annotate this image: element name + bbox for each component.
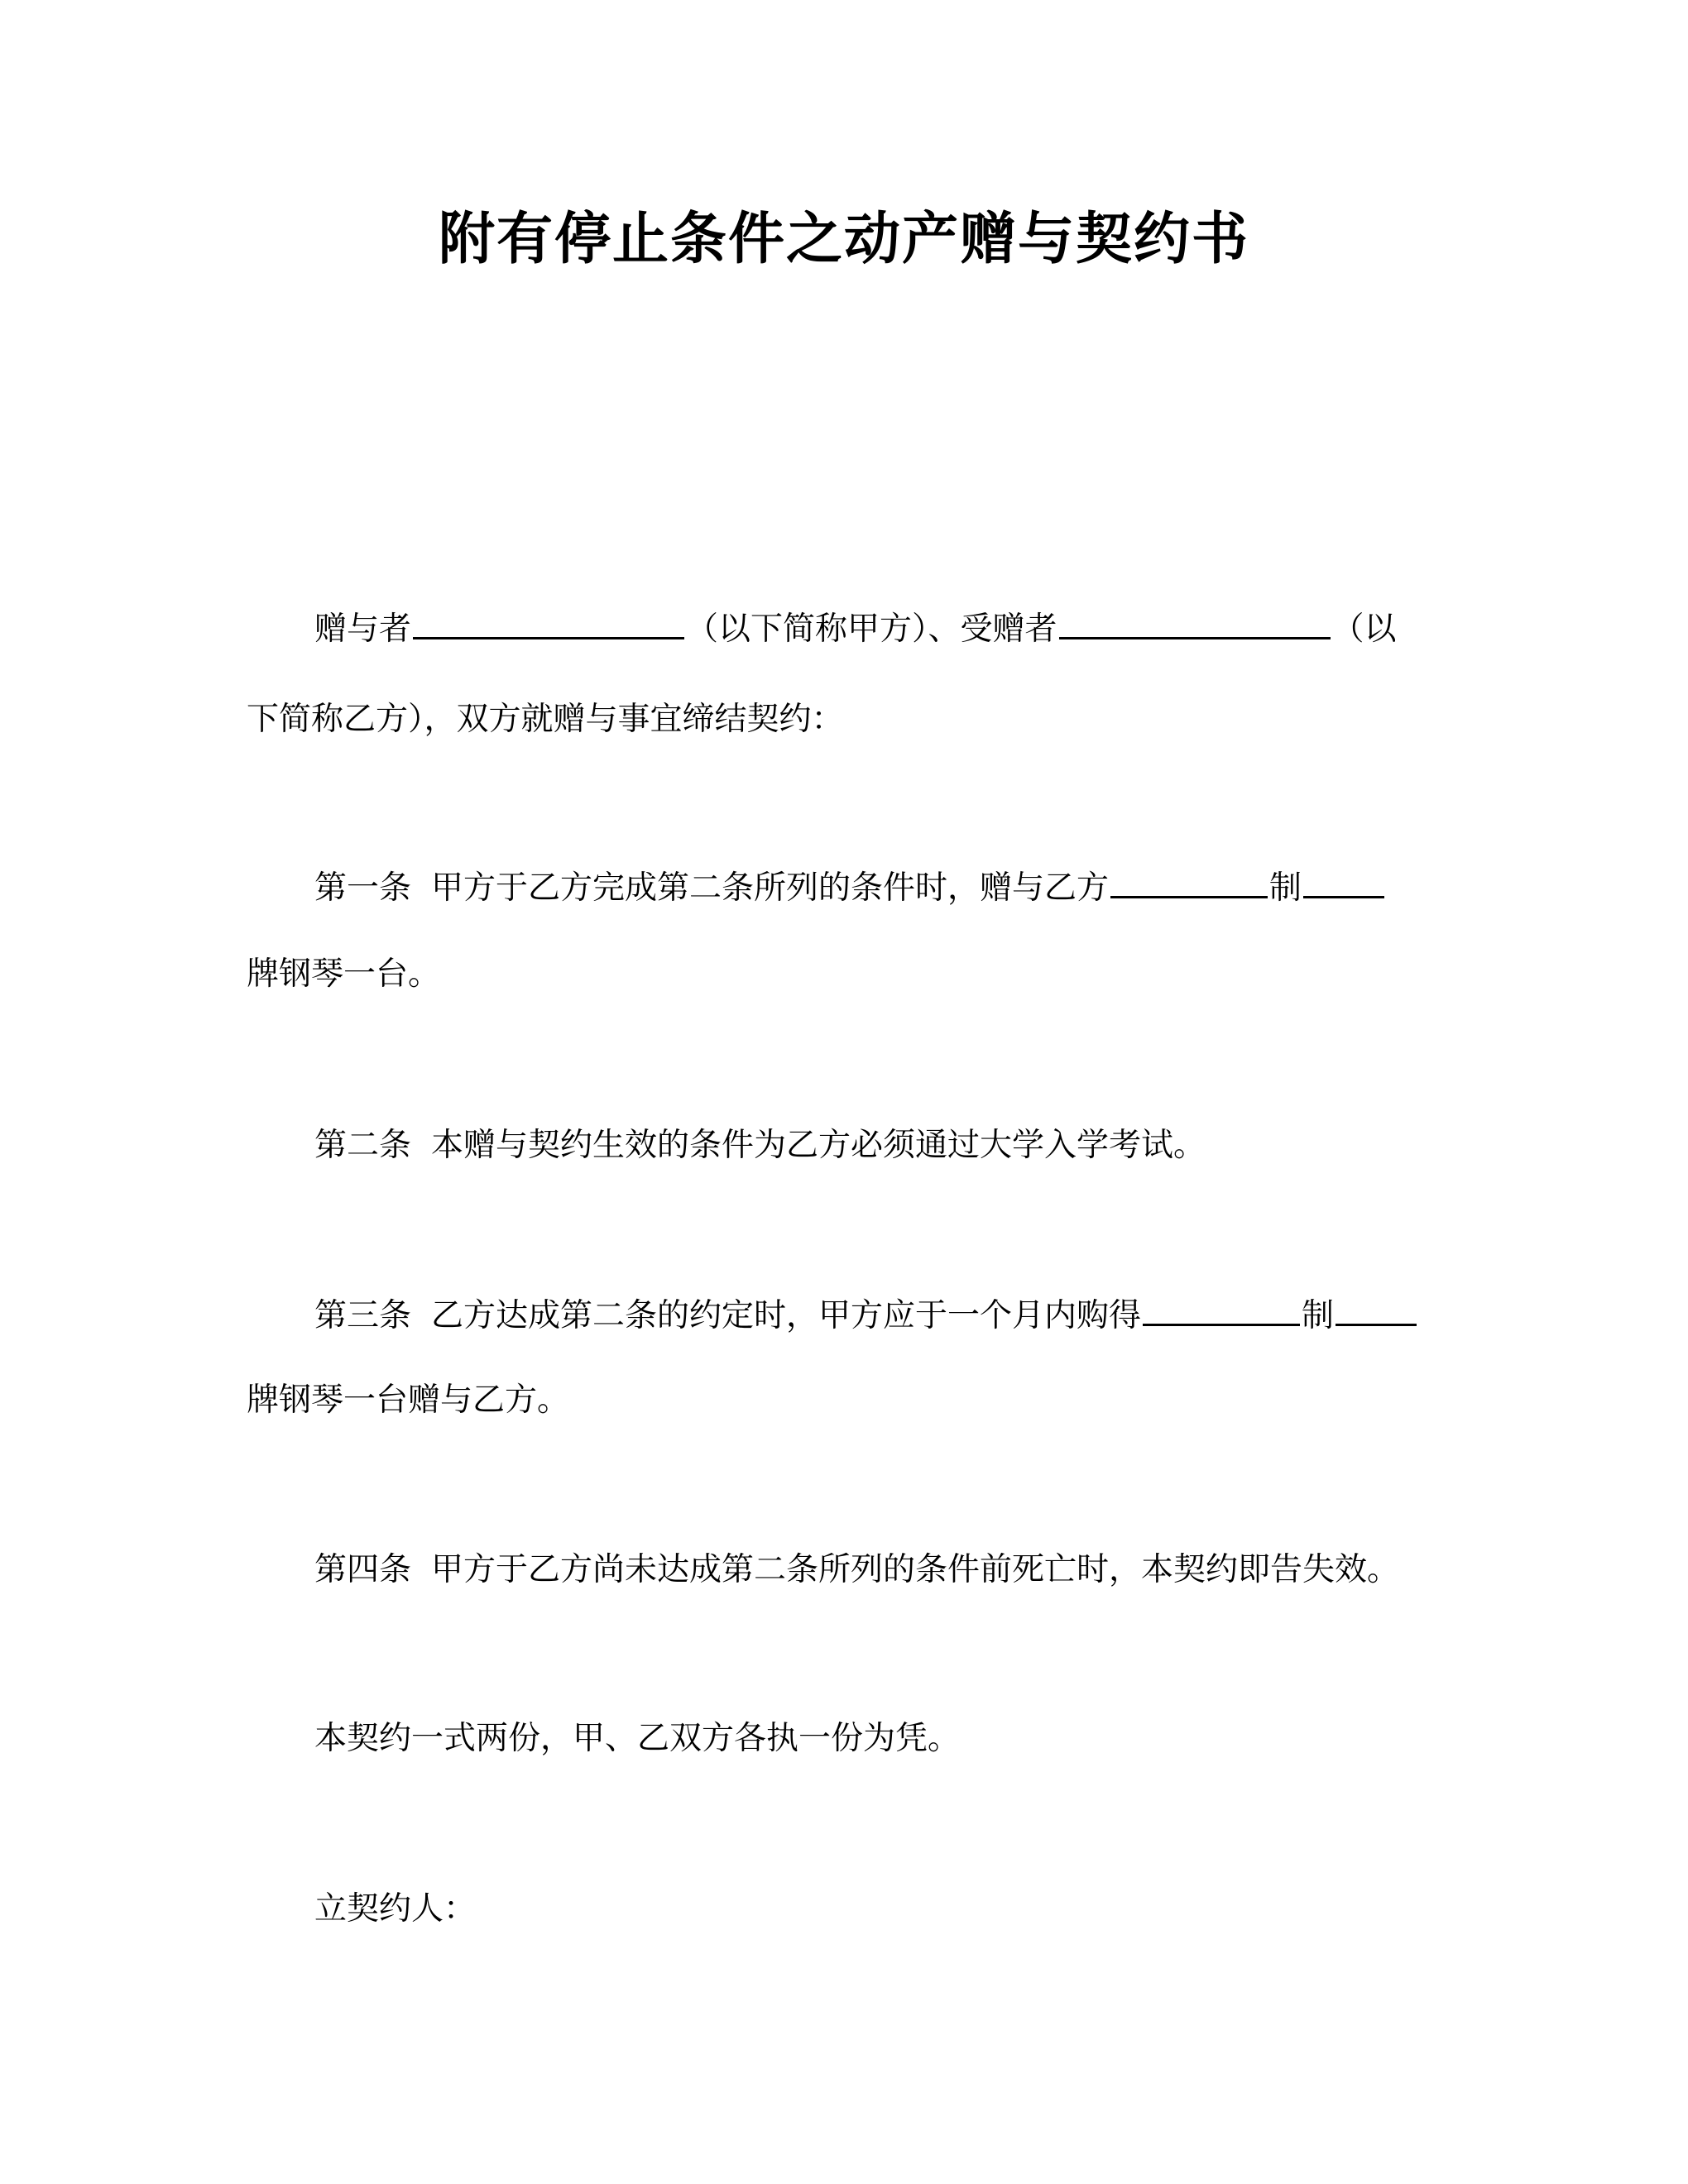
article-3-text: 乙方达成第二条的约定时，甲方应于一个月内购得 (431, 1297, 1142, 1334)
donee-blank[interactable] (1059, 604, 1331, 639)
article-3-line-2: 牌钢琴一台赠与乙方。 (247, 1382, 570, 1419)
article-4-text: 甲方于乙方尚未达成第二条所列的条件前死亡时，本契约即告失效。 (431, 1551, 1400, 1588)
donor-label: 赠与者 (314, 611, 412, 648)
article-2-text: 本赠与契约生效的条件为乙方必须通过大学入学考试。 (431, 1127, 1206, 1164)
donor-blank[interactable] (413, 604, 684, 639)
article-1-label: 第一条 (314, 869, 412, 907)
article-4-line (314, 1545, 1399, 1595)
article-1-line-2: 牌钢琴一台。 (247, 956, 441, 993)
article-3-line-1 (314, 1291, 1418, 1341)
document-title: 附有停止条件之动产赠与契约书 (438, 207, 1249, 272)
article-3-maker-blank[interactable] (1143, 1291, 1300, 1326)
article-1-mid: 制 (1269, 869, 1302, 907)
intro-line-1 (314, 604, 1397, 654)
article-1-line-1 (314, 863, 1386, 913)
article-1-text: 甲方于乙方完成第二条所列的条件时，赠与乙方 (431, 869, 1110, 907)
article-3-mid: 制 (1302, 1297, 1335, 1334)
article-4-label: 第四条 (314, 1551, 412, 1588)
article-2-label: 第二条 (314, 1127, 412, 1164)
intro-text-end: （以 (1331, 611, 1397, 648)
article-1-maker-blank[interactable] (1110, 863, 1268, 898)
article-3-brand-blank[interactable] (1336, 1291, 1417, 1326)
article-2-line (314, 1121, 1206, 1171)
copies-statement: 本契约一式两份，甲、乙双方各执一份为凭。 (314, 1720, 961, 1757)
intro-text-mid: （以下简称甲方）、受赠者 (686, 611, 1057, 648)
article-3-label: 第三条 (314, 1297, 412, 1334)
article-1-brand-blank[interactable] (1303, 863, 1384, 898)
intro-line-2: 下简称乙方），双方就赠与事宜缔结契约： (247, 701, 844, 738)
signature-label: 立契约人： (314, 1890, 477, 1928)
